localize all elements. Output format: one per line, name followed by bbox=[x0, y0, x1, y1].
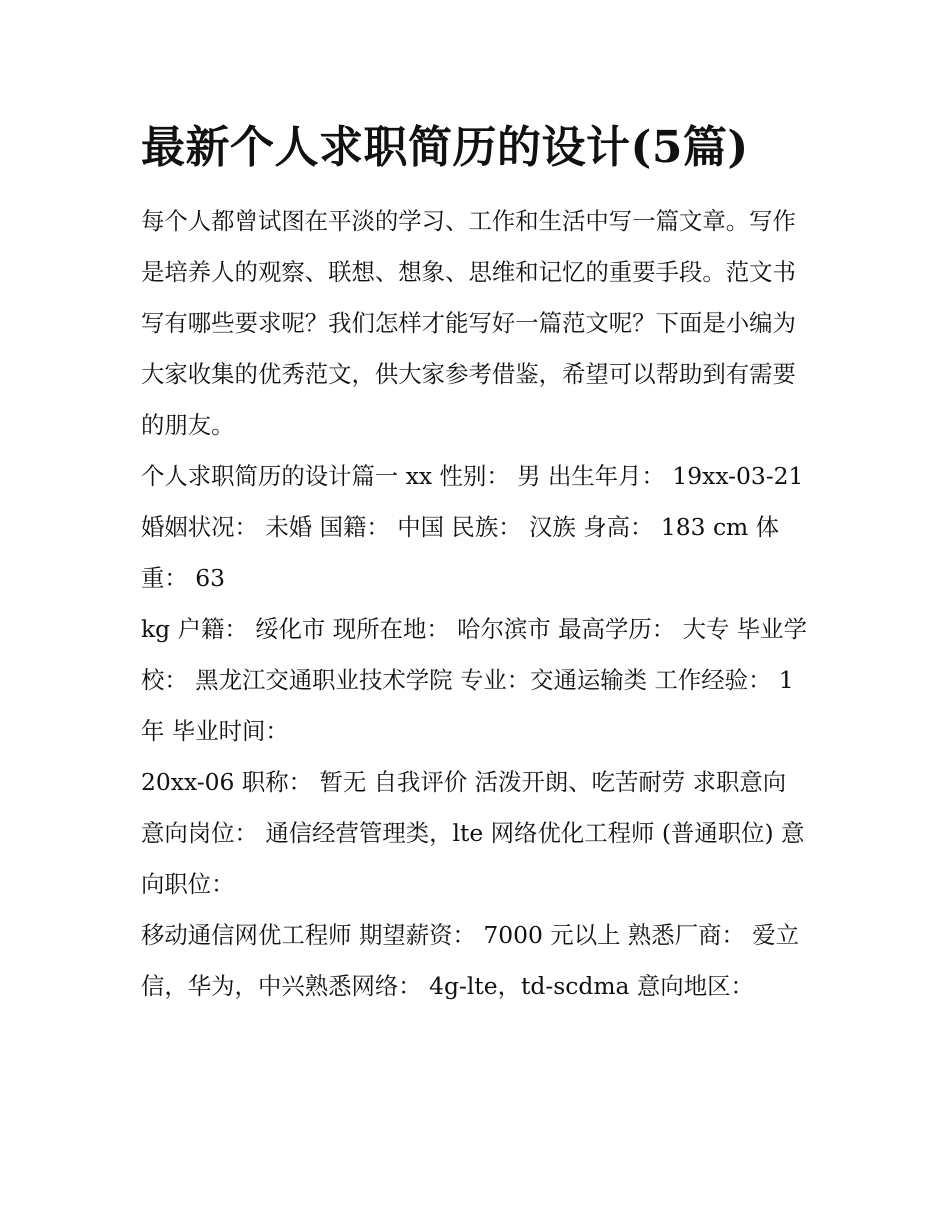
resume-position-paragraph: 移动通信网优工程师 期望薪资： 7000 元以上 熟悉厂商： 爱立信，华为，中兴熟悉网络： 4g-lte，td-scdma 意向地区： bbox=[141, 921, 800, 1000]
document-body bbox=[141, 112, 813, 1012]
resume-intention-paragraph: 20xx-06 职称： 暂无 自我评价 活泼开朗、吃苦耐劳 求职意向 意向岗位： 通信经营管理类，lte 网络优化工程师 (普通职位) 意向职位： bbox=[141, 768, 805, 898]
resume-basic-info-paragraph: 个人求职简历的设计篇一 xx 性别： 男 出生年月： 19xx-03-21 婚姻状况： 未婚 国籍： 中国 民族： 汉族 身高： 183 cm 体重： 63 bbox=[141, 462, 804, 592]
document-title: 最新个人求职简历的设计(5篇) bbox=[141, 122, 749, 173]
intro-paragraph: 每个人都曾试图在平淡的学习、工作和生活中写一篇文章。写作是培养人的观察、联想、想象、思维和记忆的重要手段。范文书写有哪些要求呢？我们怎样才能写好一篇范文呢？下面是小编为大家收集的优秀范文，供大家参考借鉴，希望可以帮助到有需要的朋友。 bbox=[141, 207, 796, 439]
resume-education-paragraph: kg 户籍： 绥化市 现所在地： 哈尔滨市 最高学历： 大专 毕业学校： 黑龙江交通职业技术学院 专业：交通运输类 工作经验： 1 年 毕业时间： bbox=[141, 615, 807, 745]
